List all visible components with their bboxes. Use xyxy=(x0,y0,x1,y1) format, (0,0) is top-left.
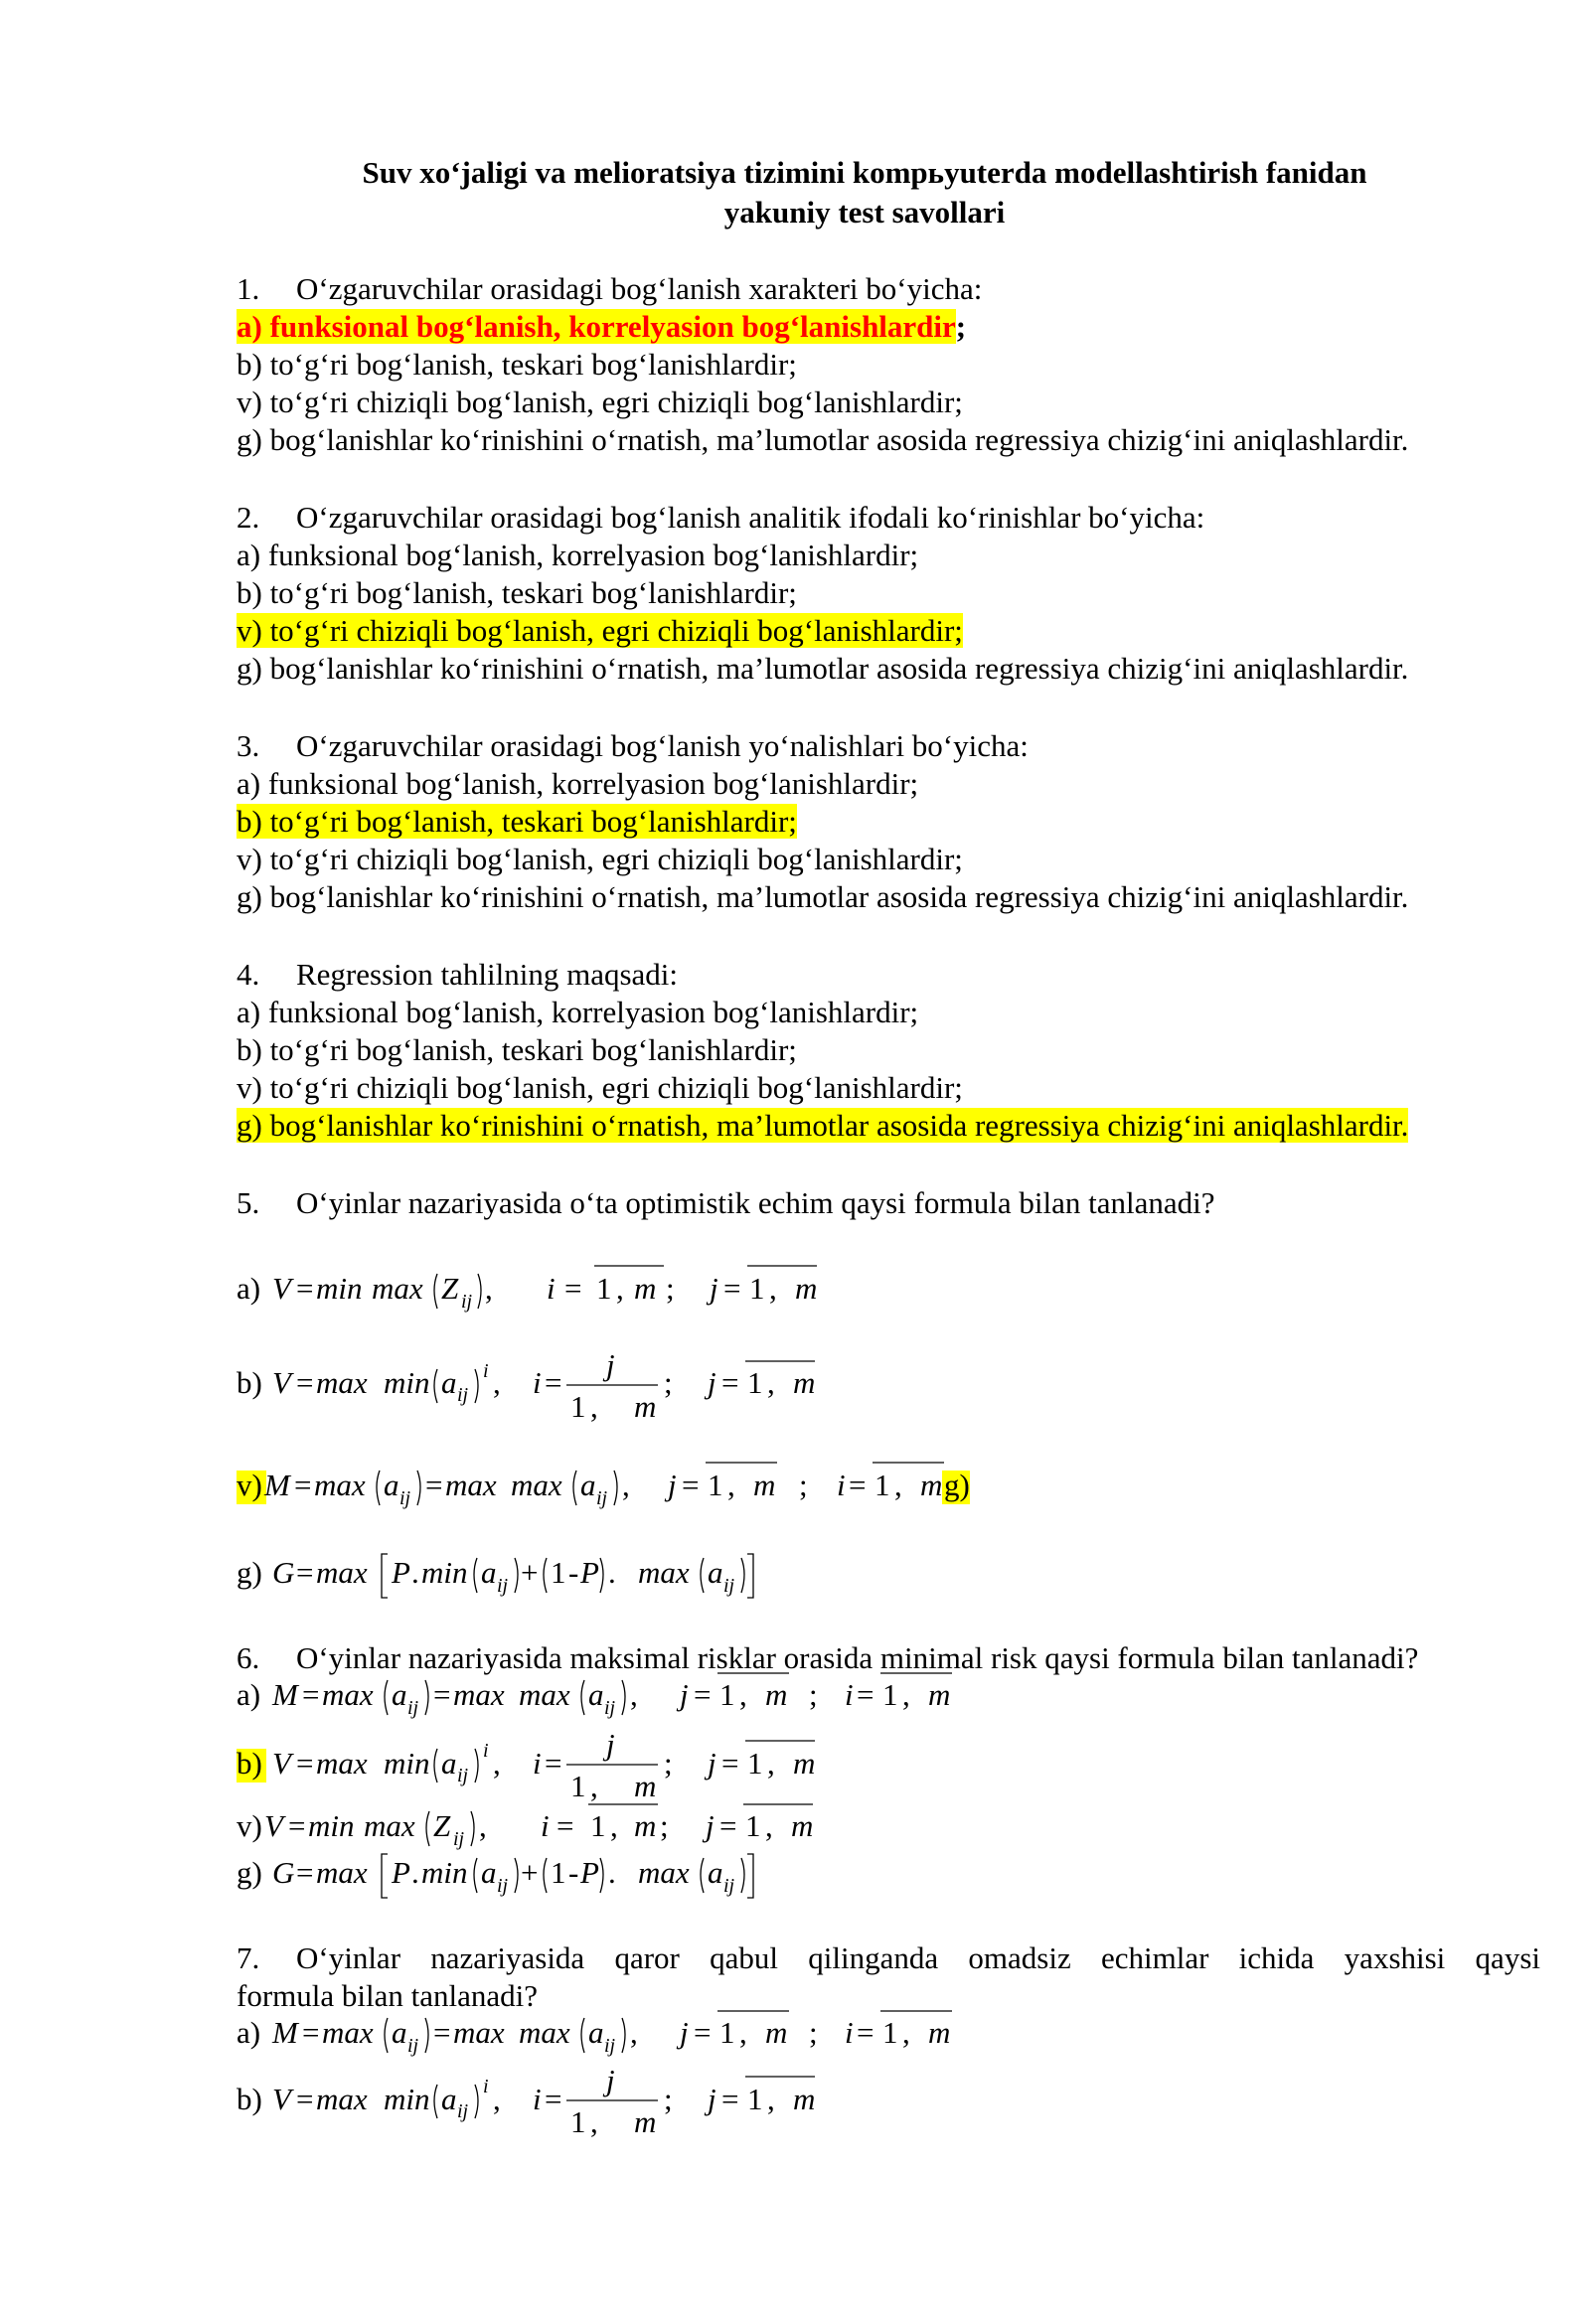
svg-text:;: ; xyxy=(666,1271,675,1306)
svg-text:=: = xyxy=(296,1555,314,1590)
svg-text:G: G xyxy=(272,1855,295,1890)
svg-text:a: a xyxy=(392,2015,407,2050)
q5-option-v-formula-correct xyxy=(237,1451,1012,1520)
svg-text:max: max xyxy=(372,1271,423,1306)
svg-text:a: a xyxy=(708,1555,723,1590)
svg-text:ij: ij xyxy=(457,1765,469,1786)
svg-text:,: , xyxy=(493,1746,501,1781)
svg-text:1: 1 xyxy=(590,1808,606,1843)
svg-text:,: , xyxy=(894,1468,902,1502)
svg-text:ij: ij xyxy=(604,2035,616,2057)
question-7-continuation: formula bilan tanlanadi? xyxy=(237,1978,538,2013)
svg-text:,: , xyxy=(767,1365,775,1400)
svg-text:=: = xyxy=(545,2082,562,2116)
svg-text:P: P xyxy=(580,1555,599,1590)
document-title-line-1: Suv xo‘jaligi va melioratsiya tizimini kompьyuterda modellashtirish fanidan xyxy=(362,155,1367,190)
svg-text:.: . xyxy=(608,1555,616,1590)
question-number: 5. xyxy=(237,1185,260,1220)
svg-text:v): v) xyxy=(237,1468,262,1502)
svg-text:1: 1 xyxy=(747,2082,763,2116)
svg-text:P: P xyxy=(392,1855,410,1890)
svg-text:Z: Z xyxy=(441,1271,459,1306)
svg-text:P: P xyxy=(580,1855,599,1890)
svg-text:=: = xyxy=(294,1468,312,1502)
svg-text:ij: ij xyxy=(461,1291,473,1313)
svg-text:;: ; xyxy=(664,2082,673,2116)
svg-text:min: min xyxy=(384,2082,430,2116)
svg-text:i: i xyxy=(483,2076,489,2097)
question-2 xyxy=(237,499,1204,537)
svg-text:1: 1 xyxy=(747,1365,763,1400)
svg-text:1: 1 xyxy=(719,1677,735,1712)
svg-text:=: = xyxy=(857,2015,874,2050)
q3-option-b-correct xyxy=(237,803,797,841)
svg-text:m: m xyxy=(634,2104,657,2139)
svg-text:=: = xyxy=(545,1746,562,1781)
svg-text:max: max xyxy=(511,1468,562,1502)
svg-text:M: M xyxy=(264,1468,290,1502)
svg-text:i: i xyxy=(533,2082,542,2116)
svg-text:j: j xyxy=(668,1468,677,1502)
svg-text:;: ; xyxy=(664,1746,673,1781)
svg-text:ij: ij xyxy=(457,1384,469,1406)
document-title-line-2: yakuniy test savollari xyxy=(723,195,1006,230)
question-number: 2. xyxy=(237,500,260,535)
svg-text:,: , xyxy=(765,1808,773,1843)
svg-text:V: V xyxy=(272,1746,291,1781)
answer-highlight: b) to‘g‘ri bog‘lanish, teskari bog‘lanishlardir; xyxy=(237,804,797,839)
q1-option-v: v) to‘g‘ri chiziqli bog‘lanish, egri chiziqli bog‘lanishlardir; xyxy=(237,385,963,419)
svg-text:=: = xyxy=(694,1677,712,1712)
svg-text:,: , xyxy=(610,1808,618,1843)
svg-text:j: j xyxy=(708,1365,716,1400)
svg-text:,: , xyxy=(616,1271,624,1306)
q6-option-a-formula xyxy=(237,1665,992,1725)
svg-text:V: V xyxy=(272,2082,291,2116)
svg-text:max: max xyxy=(316,1855,368,1890)
svg-text:=: = xyxy=(296,2082,314,2116)
q5-option-g-formula xyxy=(237,1538,932,1608)
svg-text:1: 1 xyxy=(570,2104,586,2139)
svg-text:b): b) xyxy=(237,1365,262,1400)
svg-text:i: i xyxy=(547,1271,556,1306)
svg-text:,: , xyxy=(622,1468,630,1502)
answer-highlight: v) to‘g‘ri chiziqli bog‘lanish, egri chiziqli bog‘lanishlardir; xyxy=(237,613,963,648)
question-text: O‘yinlar nazariyasida qaror qabul qilinganda omadsiz echimlar ichida yaxshisi qaysi xyxy=(296,1940,1540,1975)
svg-text:=: = xyxy=(425,1468,443,1502)
svg-text:m: m xyxy=(634,1808,657,1843)
svg-text:1: 1 xyxy=(570,1769,586,1803)
svg-text:=: = xyxy=(433,2015,451,2050)
svg-text:,: , xyxy=(739,1677,747,1712)
svg-text:P: P xyxy=(392,1555,410,1590)
svg-text:max: max xyxy=(316,2082,368,2116)
svg-text:v): v) xyxy=(237,1808,262,1843)
q4-option-v: v) to‘g‘ri chiziqli bog‘lanish, egri chiziqli bog‘lanishlardir; xyxy=(237,1070,963,1105)
svg-text:i: i xyxy=(837,1468,846,1502)
svg-text:i: i xyxy=(483,1740,489,1762)
svg-text:;: ; xyxy=(799,1468,808,1502)
question-text: O‘zgaruvchilar orasidagi bog‘lanish yo‘nalishlari bo‘yicha: xyxy=(296,728,1029,763)
svg-text:1: 1 xyxy=(570,1389,586,1424)
svg-text:,: , xyxy=(739,2015,747,2050)
svg-text:;: ; xyxy=(809,2015,818,2050)
svg-text:=: = xyxy=(694,2015,712,2050)
formula-svg xyxy=(237,1538,932,1608)
q2-option-a: a) funksional bog‘lanish, korrelyasion bog‘lanishlardir; xyxy=(237,538,919,572)
svg-text:max: max xyxy=(316,1746,368,1781)
question-5 xyxy=(237,1184,1215,1222)
svg-text:m: m xyxy=(634,1271,657,1306)
svg-text:=: = xyxy=(296,1746,314,1781)
svg-text:a): a) xyxy=(237,2015,261,2050)
svg-text:i: i xyxy=(845,2015,854,2050)
question-number: 7. xyxy=(237,1940,260,1975)
svg-text:,: , xyxy=(630,2015,638,2050)
svg-text:j: j xyxy=(708,1746,716,1781)
svg-text:max: max xyxy=(445,1468,497,1502)
formula-svg xyxy=(237,2003,992,2063)
svg-text:,: , xyxy=(630,1677,638,1712)
svg-text:m: m xyxy=(793,2082,816,2116)
svg-text:max: max xyxy=(322,2015,374,2050)
svg-text:a: a xyxy=(481,1555,497,1590)
svg-text:j: j xyxy=(680,1677,689,1712)
q1-option-g: g) bog‘lanishlar ko‘rinishini o‘rnatish, ma’lumotlar asosida regressiya chizig‘ini aniqlashlardir. xyxy=(237,422,1409,457)
svg-text:j: j xyxy=(706,1808,715,1843)
svg-text:j: j xyxy=(606,2063,615,2097)
q1-option-b: b) to‘g‘ri bog‘lanish, teskari bog‘lanishlardir; xyxy=(237,347,797,382)
svg-text:a: a xyxy=(441,1746,457,1781)
svg-text:max: max xyxy=(638,1555,690,1590)
svg-text:ij: ij xyxy=(407,1697,419,1719)
svg-text:1: 1 xyxy=(708,1468,723,1502)
svg-text:j: j xyxy=(606,1347,615,1382)
svg-text:=: = xyxy=(849,1468,867,1502)
svg-text:m: m xyxy=(793,1365,816,1400)
svg-text:max: max xyxy=(519,2015,570,2050)
svg-text:1: 1 xyxy=(551,1855,566,1890)
question-number: 1. xyxy=(237,271,260,306)
svg-text:a: a xyxy=(392,1677,407,1712)
svg-text:ij: ij xyxy=(453,1828,465,1850)
svg-text:=: = xyxy=(302,1677,320,1712)
svg-text:Z: Z xyxy=(433,1808,451,1843)
svg-text:;: ; xyxy=(809,1677,818,1712)
question-4 xyxy=(237,956,678,994)
q1-option-a-correct: a) funksional bog‘lanish, korrelyasion bog‘lanishlardir; xyxy=(237,309,967,344)
svg-text:=: = xyxy=(721,2082,739,2116)
svg-text:1: 1 xyxy=(596,1271,612,1306)
q7-option-a-formula xyxy=(237,2003,992,2063)
formula-svg xyxy=(237,1719,932,1804)
svg-text:M: M xyxy=(272,1677,298,1712)
svg-text:a: a xyxy=(588,1677,604,1712)
svg-text:m: m xyxy=(928,2015,951,2050)
formula-svg xyxy=(237,1665,992,1725)
svg-text:max: max xyxy=(364,1808,415,1843)
svg-text:j: j xyxy=(680,2015,689,2050)
svg-text:=: = xyxy=(302,2015,320,2050)
svg-text:g): g) xyxy=(237,1855,262,1890)
question-text: O‘yinlar nazariyasida maksimal risklar orasida minimal risk qaysi formula bilan tanlanadi? xyxy=(296,1640,1419,1675)
svg-text:ij: ij xyxy=(457,2100,469,2122)
formula-svg xyxy=(237,1838,932,1908)
question-7 xyxy=(237,1939,1540,1977)
svg-text:min: min xyxy=(384,1746,430,1781)
svg-text:=: = xyxy=(723,1271,741,1306)
question-text: Regression tahlilning maqsadi: xyxy=(296,957,679,992)
svg-text:m: m xyxy=(765,2015,788,2050)
svg-text:=: = xyxy=(296,1365,314,1400)
q4-option-b: b) to‘g‘ri bog‘lanish, teskari bog‘lanishlardir; xyxy=(237,1032,797,1067)
svg-text:,: , xyxy=(767,1746,775,1781)
svg-text:g): g) xyxy=(944,1468,970,1502)
svg-text:,: , xyxy=(767,2082,775,2116)
svg-text:j: j xyxy=(606,1727,615,1762)
q2-option-g: g) bog‘lanishlar ko‘rinishini o‘rnatish, ma’lumotlar asosida regressiya chizig‘ini aniqlashlardir. xyxy=(237,651,1409,686)
svg-text:,: , xyxy=(902,1677,910,1712)
svg-text:a: a xyxy=(441,1365,457,1400)
svg-text:m: m xyxy=(791,1808,814,1843)
svg-text:a: a xyxy=(588,2015,604,2050)
svg-text:m: m xyxy=(795,1271,818,1306)
q4-option-a: a) funksional bog‘lanish, korrelyasion bog‘lanishlardir; xyxy=(237,995,919,1029)
svg-text:a): a) xyxy=(237,1677,261,1712)
svg-text:ij: ij xyxy=(497,1575,509,1597)
svg-text:max: max xyxy=(316,1555,368,1590)
svg-text:,: , xyxy=(479,1808,487,1843)
question-text: O‘zgaruvchilar orasidagi bog‘lanish xarakteri bo‘yicha: xyxy=(296,271,983,306)
svg-text:max: max xyxy=(453,2015,505,2050)
svg-text:=: = xyxy=(433,1677,451,1712)
q5-option-a-formula xyxy=(237,1254,932,1323)
svg-text:ij: ij xyxy=(723,1875,735,1897)
svg-text:-: - xyxy=(568,1555,579,1590)
svg-text:a): a) xyxy=(237,1271,261,1306)
svg-text:.: . xyxy=(411,1555,419,1590)
formula-svg xyxy=(237,1254,932,1323)
svg-text:b): b) xyxy=(237,2082,262,2116)
svg-text:1: 1 xyxy=(874,1468,890,1502)
q7-option-b-formula xyxy=(237,2055,932,2144)
q2-option-v-correct xyxy=(237,612,963,650)
answer-highlight: g) bog‘lanishlar ko‘rinishini o‘rnatish, ma’lumotlar asosida regressiya chizig‘ini aniqlashlardir. xyxy=(237,1108,1409,1143)
svg-text:i: i xyxy=(483,1360,489,1382)
svg-text:min: min xyxy=(384,1365,430,1400)
svg-text:1: 1 xyxy=(745,1808,761,1843)
svg-text:a: a xyxy=(580,1468,596,1502)
svg-text:,: , xyxy=(493,2082,501,2116)
svg-text:m: m xyxy=(793,1746,816,1781)
svg-text:b): b) xyxy=(237,1746,262,1781)
formula-svg xyxy=(237,1343,932,1429)
svg-text:m: m xyxy=(753,1468,776,1502)
svg-text:ij: ij xyxy=(596,1487,608,1509)
svg-text:m: m xyxy=(634,1769,657,1803)
svg-text:min: min xyxy=(308,1808,355,1843)
svg-text:max: max xyxy=(519,1677,570,1712)
svg-text:.: . xyxy=(608,1855,616,1890)
svg-text:=: = xyxy=(719,1808,737,1843)
svg-text:=: = xyxy=(721,1746,739,1781)
svg-text:max: max xyxy=(453,1677,505,1712)
q5-option-b-formula xyxy=(237,1343,932,1429)
svg-text:1: 1 xyxy=(747,1746,763,1781)
svg-text:a: a xyxy=(384,1468,399,1502)
svg-text:,: , xyxy=(590,1389,598,1424)
svg-text:ij: ij xyxy=(604,1697,616,1719)
svg-text:1: 1 xyxy=(882,2015,898,2050)
svg-text:max: max xyxy=(322,1677,374,1712)
svg-text:min: min xyxy=(316,1271,363,1306)
svg-text:1: 1 xyxy=(719,2015,735,2050)
answer-highlight: a) funksional bog‘lanish, korrelyasion bog‘lanishlardir xyxy=(237,309,956,344)
svg-text:ij: ij xyxy=(407,2035,419,2057)
formula-svg xyxy=(237,2055,932,2144)
svg-text:,: , xyxy=(493,1365,501,1400)
q3-option-v: v) to‘g‘ri chiziqli bog‘lanish, egri chiziqli bog‘lanishlardir; xyxy=(237,842,963,876)
svg-text:=: = xyxy=(296,1855,314,1890)
svg-text:m: m xyxy=(928,1677,951,1712)
svg-text:,: , xyxy=(590,1769,598,1803)
svg-text:=: = xyxy=(296,1271,314,1306)
svg-text:g): g) xyxy=(237,1555,262,1590)
svg-text:=: = xyxy=(857,1677,874,1712)
q3-option-a: a) funksional bog‘lanish, korrelyasion bog‘lanishlardir; xyxy=(237,766,919,801)
svg-text:.: . xyxy=(411,1855,419,1890)
q3-option-g: g) bog‘lanishlar ko‘rinishini o‘rnatish, ma’lumotlar asosida regressiya chizig‘ini aniqlashlardir. xyxy=(237,879,1409,914)
question-number: 6. xyxy=(237,1640,260,1675)
svg-text:=: = xyxy=(682,1468,700,1502)
svg-text:=: = xyxy=(545,1365,562,1400)
svg-text:max: max xyxy=(314,1468,366,1502)
svg-text:;: ; xyxy=(660,1808,669,1843)
svg-text:m: m xyxy=(920,1468,943,1502)
question-text: O‘yinlar nazariyasida o‘ta optimistik echim qaysi formula bilan tanlanadi? xyxy=(296,1185,1215,1220)
svg-text:,: , xyxy=(727,1468,735,1502)
svg-text:ij: ij xyxy=(399,1487,411,1509)
svg-text:-: - xyxy=(568,1855,579,1890)
svg-text:max: max xyxy=(638,1855,690,1890)
svg-text:=: = xyxy=(288,1808,306,1843)
svg-text:j: j xyxy=(710,1271,718,1306)
svg-text:ij: ij xyxy=(723,1575,735,1597)
question-3 xyxy=(237,727,1029,765)
svg-text:M: M xyxy=(272,2015,298,2050)
question-text: O‘zgaruvchilar orasidagi bog‘lanish analitik ifodali ko‘rinishlar bo‘yicha: xyxy=(296,500,1205,535)
svg-text:V: V xyxy=(272,1365,291,1400)
svg-text:1: 1 xyxy=(882,1677,898,1712)
formula-svg xyxy=(237,1451,1012,1520)
svg-text:a: a xyxy=(441,2082,457,2116)
svg-text:=: = xyxy=(564,1271,582,1306)
svg-text:1: 1 xyxy=(551,1555,566,1590)
q6-option-g-formula xyxy=(237,1838,932,1908)
svg-text:i: i xyxy=(541,1808,550,1843)
svg-text:i: i xyxy=(533,1746,542,1781)
svg-text:V: V xyxy=(272,1271,291,1306)
svg-text:=: = xyxy=(556,1808,574,1843)
svg-text:,: , xyxy=(902,2015,910,2050)
svg-text:max: max xyxy=(316,1365,368,1400)
svg-text:m: m xyxy=(634,1389,657,1424)
svg-text:a: a xyxy=(708,1855,723,1890)
question-number: 3. xyxy=(237,728,260,763)
svg-text:a: a xyxy=(481,1855,497,1890)
svg-text:min: min xyxy=(421,1855,468,1890)
svg-text:+: + xyxy=(521,1555,539,1590)
svg-text:V: V xyxy=(264,1808,283,1843)
svg-text:i: i xyxy=(845,1677,854,1712)
svg-text:,: , xyxy=(590,2104,598,2139)
svg-text:,: , xyxy=(485,1271,493,1306)
svg-text:ij: ij xyxy=(497,1875,509,1897)
svg-text:m: m xyxy=(765,1677,788,1712)
svg-text:,: , xyxy=(769,1271,777,1306)
question-1 xyxy=(237,270,982,308)
svg-text:;: ; xyxy=(664,1365,673,1400)
svg-text:=: = xyxy=(721,1365,739,1400)
q2-option-b: b) to‘g‘ri bog‘lanish, teskari bog‘lanishlardir; xyxy=(237,575,797,610)
question-number: 4. xyxy=(237,957,260,992)
q6-option-b-formula-correct xyxy=(237,1719,932,1804)
svg-text:1: 1 xyxy=(749,1271,765,1306)
svg-text:G: G xyxy=(272,1555,295,1590)
svg-text:+: + xyxy=(521,1855,539,1890)
q4-option-g-correct xyxy=(237,1107,1408,1145)
svg-text:min: min xyxy=(421,1555,468,1590)
svg-text:j: j xyxy=(708,2082,716,2116)
svg-text:i: i xyxy=(533,1365,542,1400)
